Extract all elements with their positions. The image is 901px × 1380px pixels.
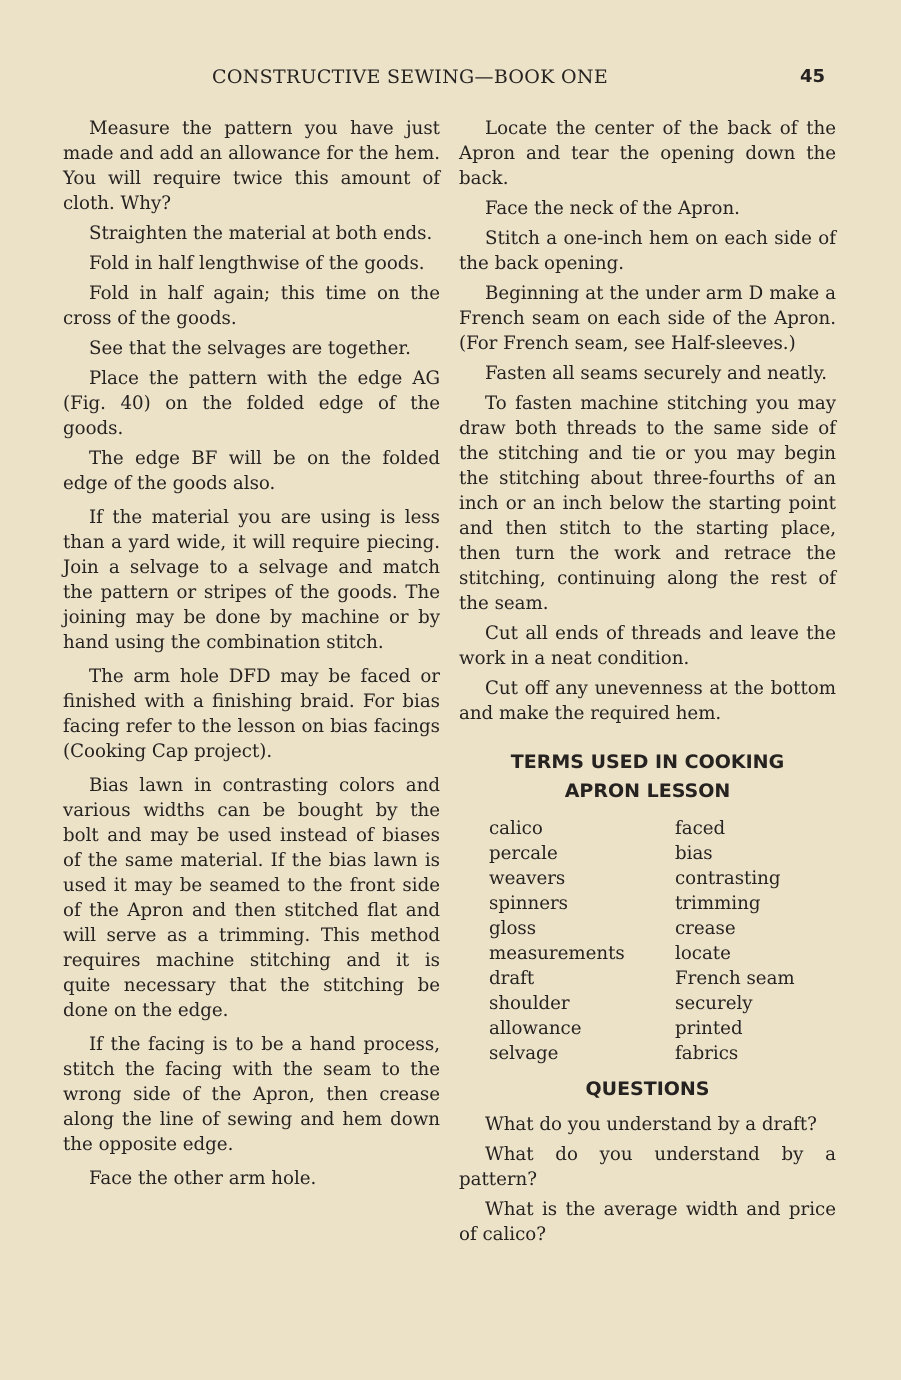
term: contrasting <box>675 868 781 889</box>
term: fabrics <box>675 1043 739 1064</box>
term: crease <box>675 918 736 939</box>
paragraph: The edge BF will be on the folded edge of the goods also. <box>63 448 440 494</box>
term: weavers <box>489 868 566 889</box>
paragraph: Face the neck of the Apron. <box>485 198 740 219</box>
term: printed <box>675 1018 743 1039</box>
term: calico <box>489 818 543 839</box>
right-column <box>459 116 836 1252</box>
paragraph: Straighten the material at both ends. <box>89 223 433 244</box>
paragraph: Bias lawn in contrasting colors and various widths can be bought by the bolt and may be used instead of biases of the same material. If the bias lawn is used it may be seamed to the front side of the Apron and then stitched flat and will serve as a trimming. This method requires machine stitching and it is quite necessary that the stitching be done on the edge. <box>63 775 440 1021</box>
paragraph: If the facing is to be a hand process, stitch the facing with the seam to the wrong side of the Apron, then crease along the line of sewing and hem down the opposite edge. <box>63 1034 440 1155</box>
paragraph: Beginning at the under arm D make a French seam on each side of the Apron. (For French seam, see Half-sleeves.) <box>459 283 836 354</box>
term: percale <box>489 843 558 864</box>
paragraph: The arm hole DFD may be faced or finished with a finishing braid. For bias facing refer to the lesson on bias facings (Cooking Cap project). <box>63 666 440 762</box>
paragraph: If the material you are using is less than a yard wide, it will require piecing. Join a selvage to a selvage and match the pattern or stripes of the goods. The joining may be done by machine or by hand using the combination stitch. <box>63 507 440 653</box>
term: spinners <box>489 893 569 914</box>
term: securely <box>675 993 753 1014</box>
term: faced <box>675 818 726 839</box>
terms-heading-line: TERMS USED IN COOKING <box>510 751 785 773</box>
terms-heading-line: APRON LESSON <box>564 780 731 802</box>
term: gloss <box>489 918 537 939</box>
paragraph: To fasten machine stitching you may draw both threads to the same side of the stitching and tie or you may begin the stitching about three-fourths of an inch or an inch below the starting point and then stitch to the starting place, then turn the work and retrace the stitching, continuing along the rest of the seam. <box>459 393 836 614</box>
paragraph: Stitch a one-inch hem on each side of the back opening. <box>459 228 836 274</box>
question: What is the average width and price of calico? <box>459 1199 836 1245</box>
running-title: CONSTRUCTIVE SEWING—BOOK ONE <box>212 66 608 88</box>
term: locate <box>675 943 731 964</box>
term: bias <box>675 843 713 864</box>
paragraph: Place the pattern with the edge AG (Fig. 40) on the folded edge of the goods. <box>63 368 440 439</box>
questions-heading: QUESTIONS <box>585 1078 710 1100</box>
paragraph: Fold in half again; this time on the cross of the goods. <box>63 283 440 329</box>
paragraph: Cut all ends of threads and leave the work in a neat condition. <box>459 623 836 669</box>
term: shoulder <box>489 993 570 1014</box>
terms-column-left <box>489 816 675 1066</box>
term: measurements <box>489 943 625 964</box>
question: What do you understand by a pattern? <box>459 1144 836 1190</box>
paragraph: Cut off any unevenness at the bottom and make the required hem. <box>459 678 836 724</box>
term: trimming <box>675 893 761 914</box>
paragraph: Face the other arm hole. <box>89 1168 317 1189</box>
term: draft <box>489 968 535 989</box>
term: allowance <box>489 1018 582 1039</box>
page-header <box>0 66 901 96</box>
paragraph: Locate the center of the back of the Apron and tear the opening down the back. <box>459 118 836 189</box>
terms-heading <box>459 748 836 806</box>
terms-list <box>489 816 836 1066</box>
paragraph: Fold in half lengthwise of the goods. <box>89 253 425 274</box>
question: What do you understand by a draft? <box>485 1114 817 1135</box>
page-number: 45 <box>800 66 826 87</box>
terms-column-right <box>675 816 795 1066</box>
term: selvage <box>489 1043 559 1064</box>
paragraph: Fasten all seams securely and neatly. <box>485 363 828 384</box>
left-column <box>63 116 440 1196</box>
paragraph: Measure the pattern you have just made and add an allowance for the hem. You will require twice this amount of cloth. Why? <box>63 118 440 214</box>
term: French seam <box>675 968 795 989</box>
paragraph: See that the selvages are together. <box>89 338 411 359</box>
